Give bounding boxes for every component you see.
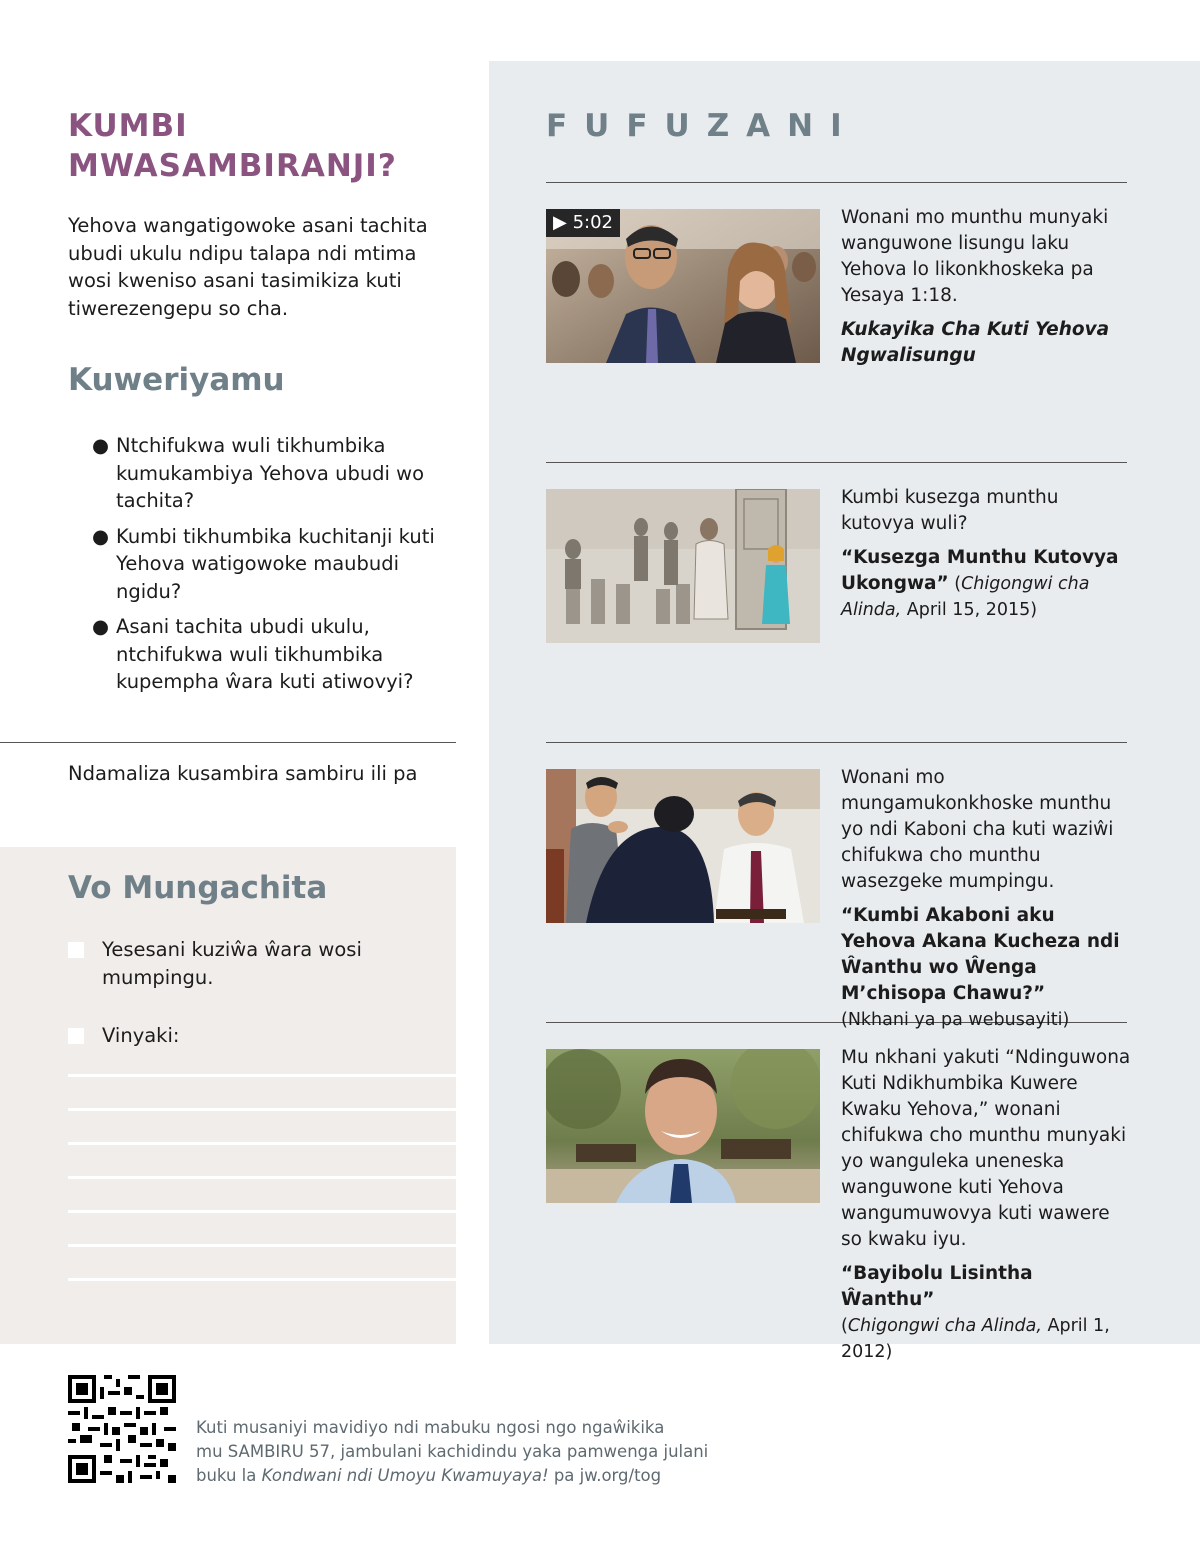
review-question [92, 432, 462, 515]
explore-card [841, 205, 1131, 369]
bullet-icon: ● [92, 524, 110, 548]
todo-item[interactable] [68, 936, 438, 992]
writing-line[interactable] [68, 1108, 456, 1111]
writing-line[interactable] [68, 1142, 456, 1145]
article-thumbnail[interactable] [546, 1049, 820, 1203]
writing-line[interactable] [68, 1210, 456, 1213]
review-question [92, 523, 462, 606]
card-source: (Chigongwi cha Alinda, April 1, 2012) [841, 1316, 1110, 1362]
footer-note: Kuti musaniyi mavidiyo ndi mabuku ngosi ngo ngaŵikika mu SAMBIRU 57, jambulani kachidindu yaka pamwenga julani buku la Kondwani ndi Umoyu Kwamuyaya! pa jw.org/tog [196, 1418, 709, 1485]
card-title[interactable]: “Kusezga Munthu Kutovya Ukongwa” [841, 547, 1119, 594]
intro-paragraph: Yehova wangatigowoke asani tachita ubudi ukulu ndipu talapa ndi mtima wosi kweniso asani tasimikiza kuti tiwerezengepu so cha. [68, 214, 428, 320]
card-title[interactable]: Kukayika Cha Kuti Yehova Ngwalisungu [841, 319, 1110, 366]
title-line-2: MWASAMBIRANJI? [68, 148, 397, 184]
video-duration-badge: ▶ 5:02 [546, 209, 620, 237]
explore-card [841, 765, 1131, 1033]
todo-panel [0, 847, 456, 1344]
todo-heading: Vo Mungachita [68, 870, 328, 906]
checkbox[interactable] [68, 942, 84, 958]
card-title[interactable]: “Bayibolu Lisintha Ŵanthu” [841, 1263, 1033, 1310]
card-source: (Chigongwi cha Alinda, April 15, 2015) [841, 574, 1090, 620]
card-description: Mu nkhani yakuti “Ndinguwona Kuti Ndikhumbika Kuwere Kwaku Yehova,” wonani chifukwa cho munthu munyaki yo wanguleka uneneska wanguwone kuti Yehova wangumuwovya kuti wawere so kwaku iyu. [841, 1047, 1131, 1250]
review-heading: Kuweriyamu [68, 362, 285, 398]
card-description: Wonani mo munthu munyaki wanguwone lisungu laku Yehova lo likonkhoskeka pa Yesaya 1:18. [841, 207, 1109, 306]
divider [546, 182, 1127, 183]
article-thumbnail[interactable] [546, 489, 820, 643]
lesson-review-title [68, 106, 448, 186]
review-question [92, 613, 462, 696]
bullet-icon: ● [92, 615, 110, 638]
title-line-1: KUMBI [68, 108, 188, 144]
qr-code[interactable] [68, 1375, 176, 1483]
review-question-text: Ntchifukwa wuli tikhumbika kumukambiya Yehova ubudi wo tachita? [116, 434, 425, 512]
divider [546, 462, 1127, 463]
explore-heading: FUFUZANI [546, 108, 859, 144]
completed-date-label: Ndamaliza kusambira sambiru ili pa [68, 762, 418, 785]
review-question-text: Asani tachita ubudi ukulu, ntchifukwa wuli tikhumbika kupempha ŵara kuti atiwovyi? [116, 615, 414, 693]
divider [0, 742, 456, 743]
review-question-list [92, 432, 462, 704]
review-question-text: Kumbi tikhumbika kuchitanji kuti Yehova watigowoke maubudi ngidu? [116, 524, 435, 603]
card-title[interactable]: “Kumbi Akaboni aku Yehova Akana Kucheza ndi Ŵanthu wo Ŵenga M’chisopa Chawu?” [841, 905, 1120, 1004]
todo-item-text: Yesesani kuziŵa ŵara wosi mumpingu. [102, 938, 362, 989]
card-description: Kumbi kusezga munthu kutovya wuli? [841, 487, 1059, 534]
explore-card [841, 485, 1131, 623]
writing-line[interactable] [68, 1176, 456, 1179]
card-source: (Nkhani ya pa webusayiti) [841, 1010, 1070, 1030]
divider [546, 742, 1127, 743]
bullet-icon: ● [92, 434, 110, 457]
checkbox[interactable] [68, 1028, 84, 1044]
writing-line[interactable] [68, 1278, 456, 1281]
todo-item-text: Vinyaki: [102, 1024, 180, 1047]
writing-line[interactable] [68, 1074, 456, 1077]
writing-line[interactable] [68, 1244, 456, 1247]
explore-card [841, 1045, 1131, 1365]
article-thumbnail[interactable] [546, 769, 820, 923]
todo-item[interactable] [68, 1022, 438, 1050]
card-description: Wonani mo mungamukonkhoske munthu yo ndi Kaboni cha kuti waziŵi chifukwa cho munthu wasezgeke mumpingu. [841, 767, 1114, 892]
